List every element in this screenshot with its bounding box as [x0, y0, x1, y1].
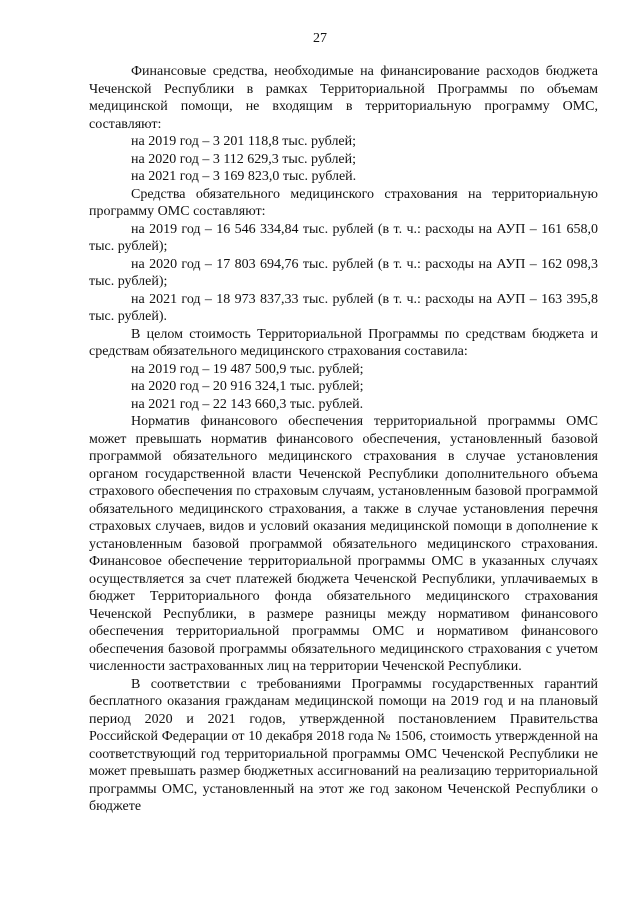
budget-funds-2020: на 2020 год – 3 112 629,3 тыс. рублей;: [131, 151, 357, 167]
oms-funds-intro: Средства обязательного медицинского страхования на территориальную программу ОМС составляют:: [89, 186, 598, 219]
oms-funds-2021: на 2021 год – 18 973 837,33 тыс. рублей (в т. ч.: расходы на АУП – 163 395,8 тыс. рублей).: [89, 291, 598, 324]
total-cost-intro: В целом стоимость Территориальной Программы по средствам бюджета и средствам обязательного медицинского страхования составила:: [89, 326, 598, 359]
oms-funds-2019: на 2019 год – 16 546 334,84 тыс. рублей (в т. ч.: расходы на АУП – 161 658,0 тыс. рублей);: [89, 221, 598, 254]
total-cost-2020: на 2020 год – 20 916 324,1 тыс. рублей;: [131, 379, 364, 394]
total-cost-2019: на 2019 год – 19 487 500,9 тыс. рублей;: [131, 361, 364, 377]
total-cost-2021: на 2021 год – 22 143 660,3 тыс. рублей.: [131, 396, 364, 412]
budget-funds-intro: Финансовые средства, необходимые на финансирование расходов бюджета Чеченской Республики в рамках Территориальной Программы по объемам медицинской помощи, не входящим в территориальную программу ОМС, составляют:: [89, 64, 598, 132]
financing-norm-paragraph: Норматив финансового обеспечения территориальной программы ОМС может превышать норматив финансового обеспечения, установленный базовой программой обязательного медицинского страхования в случае установления органом государственной власти Чеченской Республики дополнительного объема страхового обеспечения по страховым случаям, установленным базовой программой обязательного медицинского страхования, а также в случае установления перечня страховых случаев, видов и условий оказания медицинской помощи в дополнение к установленным базовой программой обязательного медицинского страхования. Финансовое обеспечение территориальной программы ОМС в указанных случаях осуществляется за счет платежей бюджета Чеченской Республики, уплачиваемых в бюджет Территориального фонда обязательного медицинского страхования Чеченской Республики, в размере разницы между нормативом финансового обеспечения территориальной программы ОМС и нормативом финансового обеспечения базовой программы обязательного медицинского страхования с учетом численности застрахованных лиц на территории Чеченской Республики.: [89, 414, 598, 674]
budget-funds-2019: на 2019 год – 3 201 118,8 тыс. рублей;: [131, 134, 357, 149]
oms-funds-2020: на 2020 год – 17 803 694,76 тыс. рублей (в т. ч.: расходы на АУП – 162 098,3 тыс. рублей);: [89, 256, 598, 289]
budget-funds-2021: на 2021 год – 3 169 823,0 тыс. рублей.: [131, 169, 357, 184]
page-number: 27: [313, 31, 327, 46]
document-body: [89, 63, 598, 816]
state-guarantees-paragraph: В соответствии с требованиями Программы государственных гарантий бесплатного оказания гражданам медицинской помощи на 2019 год и на плановый период 2020 и 2021 годов, утвержденной постановлением Правительства Российской Федерации от 10 декабря 2018 года № 1506, стоимость утвержденной на соответствующий год территориальной программы ОМС Чеченской Республики не может превышать размер бюджетных ассигнований на реализацию территориальной программы ОМС, установленный на этот же год законом Чеченской Республики о бюджете: [89, 676, 598, 814]
